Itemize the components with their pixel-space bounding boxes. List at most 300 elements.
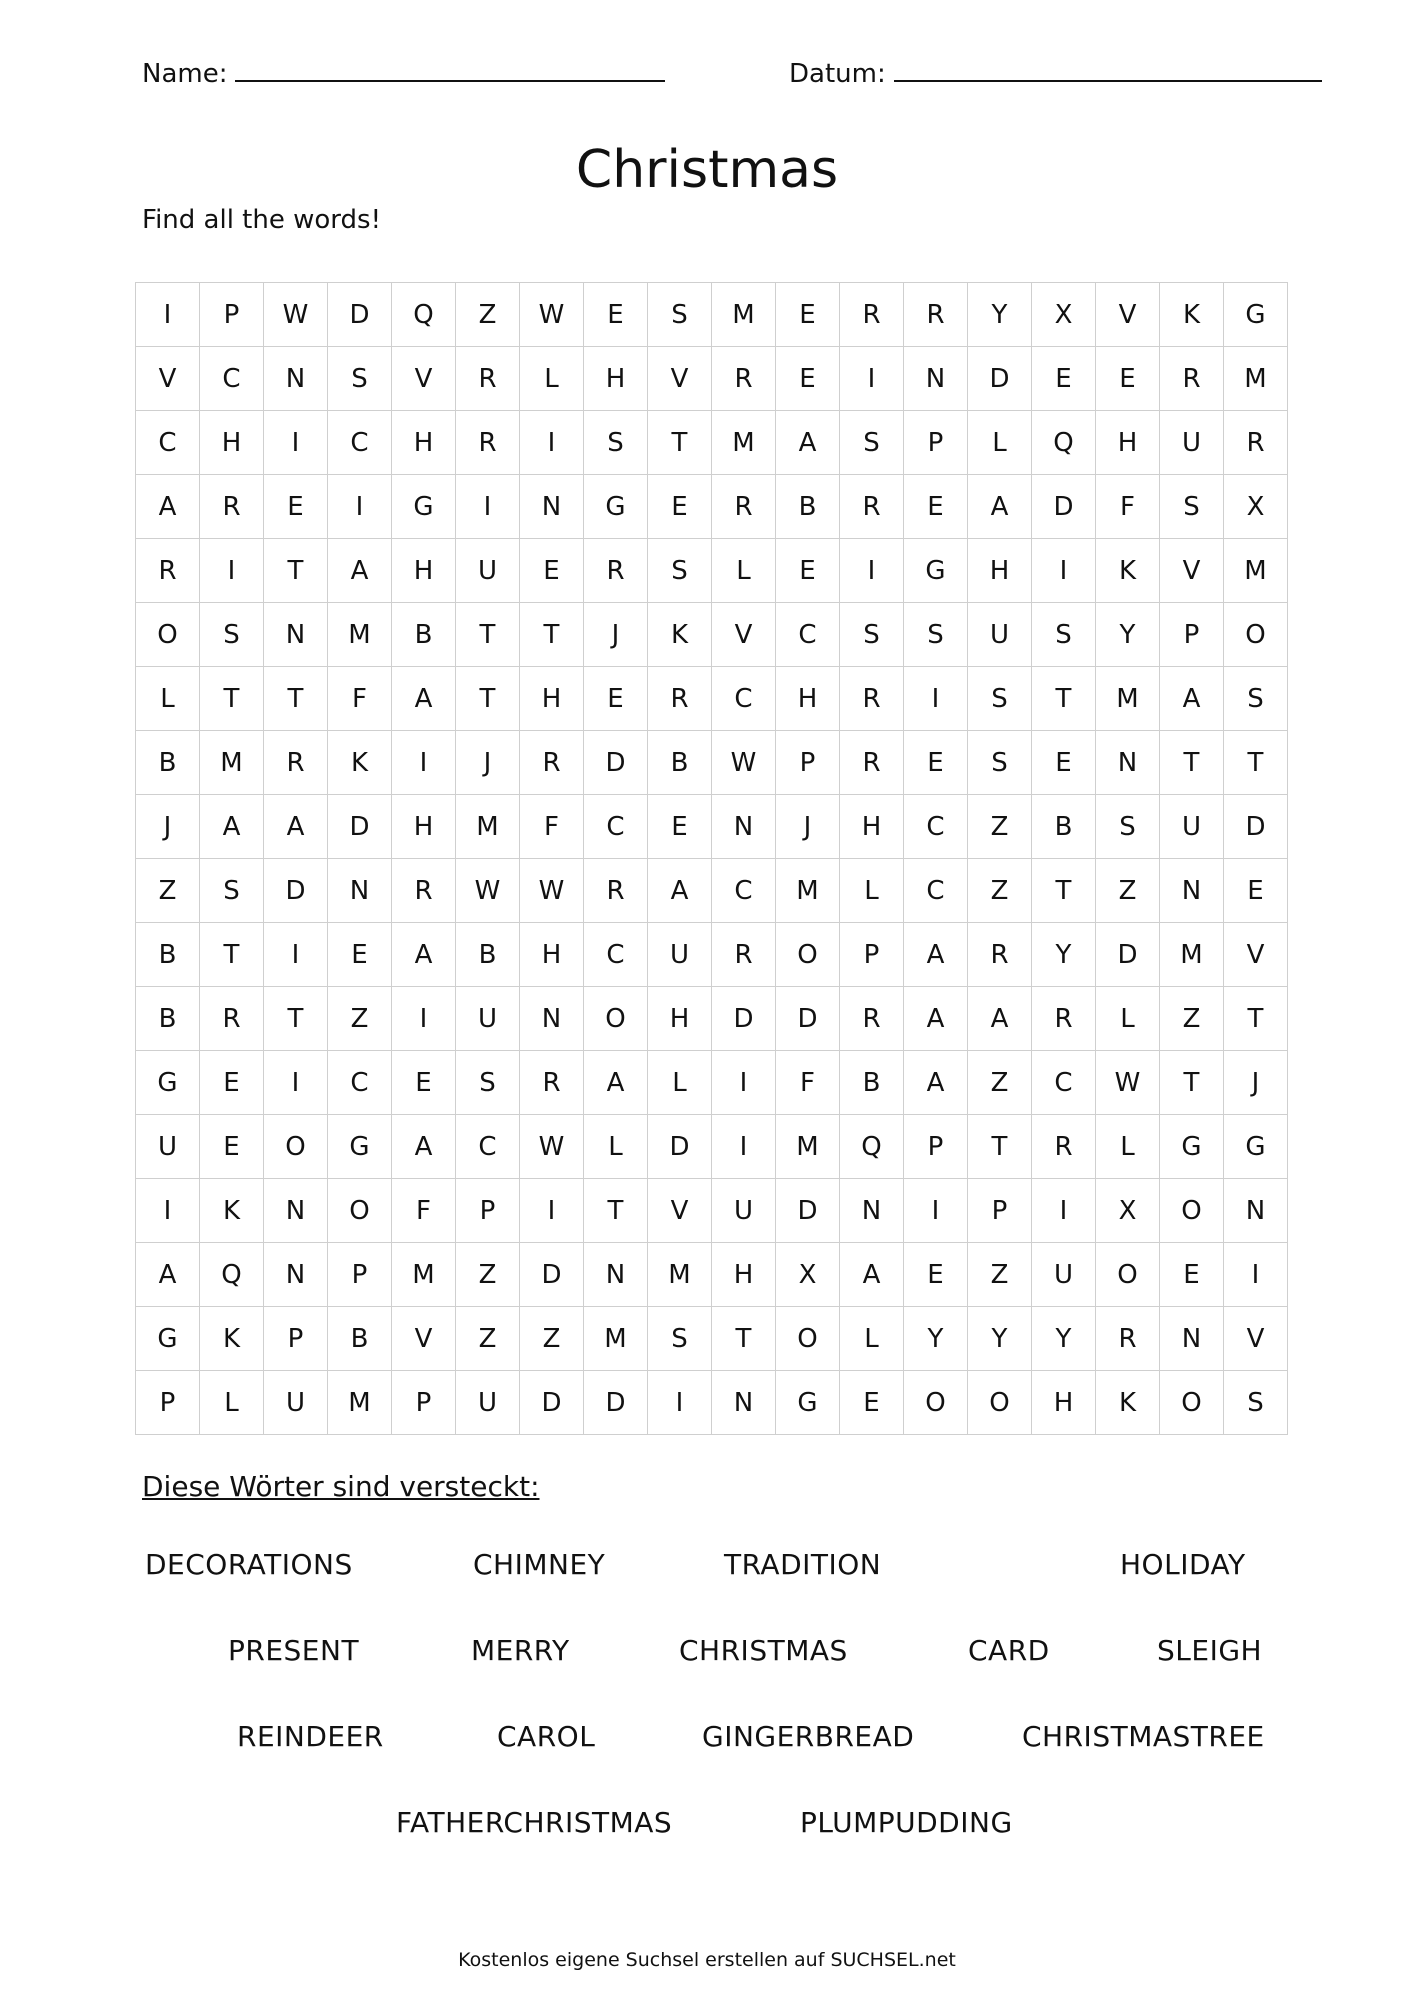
grid-cell[interactable]: A — [392, 1115, 456, 1179]
grid-cell[interactable]: T — [1032, 859, 1096, 923]
grid-cell[interactable]: F — [392, 1179, 456, 1243]
grid-cell[interactable]: T — [200, 667, 264, 731]
grid-cell[interactable]: Y — [968, 1307, 1032, 1371]
grid-cell[interactable]: M — [776, 859, 840, 923]
grid-cell[interactable]: P — [968, 1179, 1032, 1243]
grid-cell[interactable]: P — [456, 1179, 520, 1243]
grid-cell[interactable]: R — [520, 731, 584, 795]
grid-cell[interactable]: L — [1096, 987, 1160, 1051]
grid-cell[interactable]: M — [1224, 347, 1288, 411]
grid-cell[interactable]: V — [1096, 283, 1160, 347]
grid-cell[interactable]: P — [904, 1115, 968, 1179]
grid-cell[interactable]: E — [648, 795, 712, 859]
grid-cell[interactable]: R — [712, 923, 776, 987]
grid-cell[interactable]: F — [328, 667, 392, 731]
grid-cell[interactable]: R — [1032, 987, 1096, 1051]
grid-cell[interactable]: A — [264, 795, 328, 859]
grid-cell[interactable]: B — [136, 923, 200, 987]
grid-cell[interactable]: N — [520, 475, 584, 539]
grid-cell[interactable]: V — [392, 347, 456, 411]
name-field[interactable] — [142, 54, 665, 91]
grid-cell[interactable]: R — [264, 731, 328, 795]
grid-cell[interactable]: Y — [968, 283, 1032, 347]
grid-cell[interactable]: E — [1032, 347, 1096, 411]
grid-cell[interactable]: L — [136, 667, 200, 731]
name-blank-line[interactable] — [235, 54, 665, 82]
grid-cell[interactable]: M — [328, 603, 392, 667]
grid-cell[interactable]: S — [1032, 603, 1096, 667]
grid-cell[interactable]: J — [776, 795, 840, 859]
grid-cell[interactable]: N — [1224, 1179, 1288, 1243]
grid-cell[interactable]: F — [1096, 475, 1160, 539]
grid-cell[interactable]: T — [968, 1115, 1032, 1179]
grid-cell[interactable]: R — [200, 475, 264, 539]
grid-cell[interactable]: Q — [840, 1115, 904, 1179]
grid-cell[interactable]: B — [136, 731, 200, 795]
grid-cell[interactable]: V — [648, 347, 712, 411]
grid-cell[interactable]: E — [392, 1051, 456, 1115]
grid-cell[interactable]: U — [1032, 1243, 1096, 1307]
grid-cell[interactable]: V — [136, 347, 200, 411]
grid-cell[interactable]: U — [456, 987, 520, 1051]
date-field[interactable] — [789, 54, 1322, 91]
grid-cell[interactable]: A — [968, 987, 1032, 1051]
grid-cell[interactable]: M — [1224, 539, 1288, 603]
grid-cell[interactable]: R — [1096, 1307, 1160, 1371]
grid-cell[interactable]: M — [200, 731, 264, 795]
grid-cell[interactable]: E — [776, 539, 840, 603]
grid-cell[interactable]: R — [840, 283, 904, 347]
grid-cell[interactable]: N — [520, 987, 584, 1051]
grid-cell[interactable]: P — [264, 1307, 328, 1371]
grid-cell[interactable]: T — [264, 539, 328, 603]
grid-cell[interactable]: I — [200, 539, 264, 603]
grid-cell[interactable]: W — [264, 283, 328, 347]
grid-cell[interactable]: T — [1224, 731, 1288, 795]
grid-cell[interactable]: G — [584, 475, 648, 539]
grid-cell[interactable]: E — [584, 667, 648, 731]
grid-cell[interactable]: O — [904, 1371, 968, 1435]
grid-cell[interactable]: R — [840, 667, 904, 731]
grid-cell[interactable]: W — [520, 1115, 584, 1179]
grid-cell[interactable]: S — [200, 859, 264, 923]
grid-cell[interactable]: P — [136, 1371, 200, 1435]
grid-cell[interactable]: Z — [1160, 987, 1224, 1051]
grid-cell[interactable]: I — [520, 1179, 584, 1243]
grid-cell[interactable]: V — [1224, 923, 1288, 987]
grid-cell[interactable]: V — [648, 1179, 712, 1243]
grid-cell[interactable]: H — [392, 795, 456, 859]
grid-cell[interactable]: E — [904, 1243, 968, 1307]
grid-cell[interactable]: R — [456, 411, 520, 475]
grid-cell[interactable]: R — [392, 859, 456, 923]
grid-cell[interactable]: R — [840, 987, 904, 1051]
grid-cell[interactable]: P — [328, 1243, 392, 1307]
grid-cell[interactable]: Z — [136, 859, 200, 923]
grid-cell[interactable]: H — [840, 795, 904, 859]
grid-cell[interactable]: D — [776, 1179, 840, 1243]
grid-cell[interactable]: F — [520, 795, 584, 859]
grid-cell[interactable]: T — [1032, 667, 1096, 731]
grid-cell[interactable]: U — [712, 1179, 776, 1243]
grid-cell[interactable]: C — [456, 1115, 520, 1179]
grid-cell[interactable]: G — [904, 539, 968, 603]
grid-cell[interactable]: A — [584, 1051, 648, 1115]
grid-cell[interactable]: T — [520, 603, 584, 667]
grid-cell[interactable]: H — [520, 923, 584, 987]
grid-cell[interactable]: D — [776, 987, 840, 1051]
grid-cell[interactable]: A — [648, 859, 712, 923]
grid-cell[interactable]: N — [584, 1243, 648, 1307]
grid-cell[interactable]: V — [712, 603, 776, 667]
grid-cell[interactable]: R — [648, 667, 712, 731]
grid-cell[interactable]: P — [776, 731, 840, 795]
grid-cell[interactable]: H — [392, 411, 456, 475]
grid-cell[interactable]: X — [1032, 283, 1096, 347]
grid-cell[interactable]: Q — [200, 1243, 264, 1307]
grid-cell[interactable]: P — [904, 411, 968, 475]
grid-cell[interactable]: T — [1160, 1051, 1224, 1115]
grid-cell[interactable]: C — [712, 667, 776, 731]
grid-cell[interactable]: R — [840, 475, 904, 539]
grid-cell[interactable]: Y — [1096, 603, 1160, 667]
grid-cell[interactable]: C — [584, 923, 648, 987]
grid-cell[interactable]: I — [712, 1051, 776, 1115]
grid-cell[interactable]: W — [712, 731, 776, 795]
grid-cell[interactable]: T — [200, 923, 264, 987]
grid-cell[interactable]: E — [1160, 1243, 1224, 1307]
grid-cell[interactable]: A — [392, 667, 456, 731]
grid-cell[interactable]: C — [776, 603, 840, 667]
grid-cell[interactable]: A — [904, 987, 968, 1051]
grid-cell[interactable]: G — [136, 1051, 200, 1115]
grid-cell[interactable]: W — [520, 859, 584, 923]
grid-cell[interactable]: U — [1160, 411, 1224, 475]
grid-cell[interactable]: E — [904, 731, 968, 795]
grid-cell[interactable]: M — [1096, 667, 1160, 731]
grid-cell[interactable]: Y — [1032, 1307, 1096, 1371]
grid-cell[interactable]: D — [1096, 923, 1160, 987]
grid-cell[interactable]: U — [456, 1371, 520, 1435]
grid-cell[interactable]: H — [200, 411, 264, 475]
grid-cell[interactable]: Z — [968, 859, 1032, 923]
grid-cell[interactable]: R — [712, 347, 776, 411]
grid-cell[interactable]: S — [1224, 1371, 1288, 1435]
grid-cell[interactable]: I — [456, 475, 520, 539]
grid-cell[interactable]: O — [136, 603, 200, 667]
grid-cell[interactable]: Z — [968, 1051, 1032, 1115]
grid-cell[interactable]: T — [1224, 987, 1288, 1051]
grid-cell[interactable]: K — [1160, 283, 1224, 347]
grid-cell[interactable]: I — [392, 987, 456, 1051]
grid-cell[interactable]: E — [200, 1115, 264, 1179]
grid-cell[interactable]: Y — [904, 1307, 968, 1371]
grid-cell[interactable]: K — [1096, 1371, 1160, 1435]
grid-cell[interactable]: A — [136, 475, 200, 539]
grid-cell[interactable]: C — [584, 795, 648, 859]
grid-cell[interactable]: I — [1032, 539, 1096, 603]
grid-cell[interactable]: B — [1032, 795, 1096, 859]
grid-cell[interactable]: M — [776, 1115, 840, 1179]
grid-cell[interactable]: K — [1096, 539, 1160, 603]
grid-cell[interactable]: L — [840, 859, 904, 923]
grid-cell[interactable]: N — [264, 1243, 328, 1307]
grid-cell[interactable]: D — [1032, 475, 1096, 539]
grid-cell[interactable]: M — [712, 411, 776, 475]
grid-cell[interactable]: I — [264, 411, 328, 475]
grid-cell[interactable]: S — [584, 411, 648, 475]
grid-cell[interactable]: B — [136, 987, 200, 1051]
grid-cell[interactable]: S — [904, 603, 968, 667]
grid-cell[interactable]: G — [1224, 283, 1288, 347]
grid-cell[interactable]: E — [328, 923, 392, 987]
grid-cell[interactable]: D — [1224, 795, 1288, 859]
grid-cell[interactable]: D — [584, 731, 648, 795]
grid-cell[interactable]: G — [136, 1307, 200, 1371]
grid-cell[interactable]: G — [328, 1115, 392, 1179]
grid-cell[interactable]: W — [520, 283, 584, 347]
grid-cell[interactable]: S — [328, 347, 392, 411]
grid-cell[interactable]: B — [328, 1307, 392, 1371]
grid-cell[interactable]: T — [264, 667, 328, 731]
grid-cell[interactable]: T — [456, 667, 520, 731]
grid-cell[interactable]: U — [968, 603, 1032, 667]
grid-cell[interactable]: C — [328, 411, 392, 475]
grid-cell[interactable]: L — [1096, 1115, 1160, 1179]
grid-cell[interactable]: K — [200, 1179, 264, 1243]
grid-cell[interactable]: C — [200, 347, 264, 411]
grid-cell[interactable]: Z — [456, 1243, 520, 1307]
grid-cell[interactable]: R — [584, 539, 648, 603]
grid-cell[interactable]: O — [1160, 1179, 1224, 1243]
grid-cell[interactable]: N — [840, 1179, 904, 1243]
grid-cell[interactable]: N — [264, 603, 328, 667]
grid-cell[interactable]: Z — [968, 795, 1032, 859]
grid-cell[interactable]: I — [904, 1179, 968, 1243]
grid-cell[interactable]: E — [648, 475, 712, 539]
grid-cell[interactable]: S — [648, 1307, 712, 1371]
grid-cell[interactable]: D — [264, 859, 328, 923]
grid-cell[interactable]: S — [968, 731, 1032, 795]
grid-cell[interactable]: E — [1032, 731, 1096, 795]
grid-cell[interactable]: O — [1160, 1371, 1224, 1435]
grid-cell[interactable]: N — [1160, 859, 1224, 923]
grid-cell[interactable]: U — [1160, 795, 1224, 859]
grid-cell[interactable]: T — [1160, 731, 1224, 795]
grid-cell[interactable]: T — [456, 603, 520, 667]
grid-cell[interactable]: D — [520, 1243, 584, 1307]
grid-cell[interactable]: U — [136, 1115, 200, 1179]
grid-cell[interactable]: E — [200, 1051, 264, 1115]
grid-cell[interactable]: T — [584, 1179, 648, 1243]
grid-cell[interactable]: X — [776, 1243, 840, 1307]
grid-cell[interactable]: E — [776, 347, 840, 411]
grid-cell[interactable]: T — [712, 1307, 776, 1371]
grid-cell[interactable]: D — [712, 987, 776, 1051]
grid-cell[interactable]: I — [328, 475, 392, 539]
grid-cell[interactable]: C — [328, 1051, 392, 1115]
grid-cell[interactable]: Z — [328, 987, 392, 1051]
grid-cell[interactable]: Z — [1096, 859, 1160, 923]
grid-cell[interactable]: Z — [968, 1243, 1032, 1307]
grid-cell[interactable]: H — [1032, 1371, 1096, 1435]
grid-cell[interactable]: A — [136, 1243, 200, 1307]
grid-cell[interactable]: L — [712, 539, 776, 603]
grid-cell[interactable]: B — [456, 923, 520, 987]
grid-cell[interactable]: I — [840, 539, 904, 603]
grid-cell[interactable]: H — [648, 987, 712, 1051]
grid-cell[interactable]: P — [1160, 603, 1224, 667]
grid-cell[interactable]: A — [968, 475, 1032, 539]
grid-cell[interactable]: S — [1224, 667, 1288, 731]
grid-cell[interactable]: N — [1096, 731, 1160, 795]
grid-cell[interactable]: K — [648, 603, 712, 667]
grid-cell[interactable]: S — [840, 411, 904, 475]
grid-cell[interactable]: I — [648, 1371, 712, 1435]
grid-cell[interactable]: E — [520, 539, 584, 603]
grid-cell[interactable]: S — [840, 603, 904, 667]
grid-cell[interactable]: I — [712, 1115, 776, 1179]
grid-cell[interactable]: I — [392, 731, 456, 795]
grid-cell[interactable]: N — [712, 1371, 776, 1435]
grid-cell[interactable]: Z — [456, 1307, 520, 1371]
grid-cell[interactable]: R — [840, 731, 904, 795]
grid-cell[interactable]: R — [136, 539, 200, 603]
grid-cell[interactable]: D — [328, 283, 392, 347]
grid-cell[interactable]: N — [712, 795, 776, 859]
grid-cell[interactable]: D — [648, 1115, 712, 1179]
grid-cell[interactable]: E — [904, 475, 968, 539]
grid-cell[interactable]: N — [264, 1179, 328, 1243]
grid-cell[interactable]: C — [136, 411, 200, 475]
grid-cell[interactable]: O — [776, 1307, 840, 1371]
grid-cell[interactable]: O — [1224, 603, 1288, 667]
grid-cell[interactable]: R — [520, 1051, 584, 1115]
grid-cell[interactable]: H — [520, 667, 584, 731]
grid-cell[interactable]: M — [456, 795, 520, 859]
grid-cell[interactable]: A — [328, 539, 392, 603]
grid-cell[interactable]: W — [1096, 1051, 1160, 1115]
grid-cell[interactable]: O — [328, 1179, 392, 1243]
grid-cell[interactable]: C — [904, 795, 968, 859]
grid-cell[interactable]: P — [200, 283, 264, 347]
grid-cell[interactable]: E — [840, 1371, 904, 1435]
grid-cell[interactable]: K — [328, 731, 392, 795]
grid-cell[interactable]: N — [328, 859, 392, 923]
grid-cell[interactable]: Q — [1032, 411, 1096, 475]
grid-cell[interactable]: N — [904, 347, 968, 411]
grid-cell[interactable]: M — [648, 1243, 712, 1307]
grid-cell[interactable]: Z — [520, 1307, 584, 1371]
grid-cell[interactable]: M — [328, 1371, 392, 1435]
grid-cell[interactable]: B — [776, 475, 840, 539]
grid-cell[interactable]: H — [968, 539, 1032, 603]
grid-cell[interactable]: D — [584, 1371, 648, 1435]
grid-cell[interactable]: R — [904, 283, 968, 347]
grid-cell[interactable]: E — [776, 283, 840, 347]
grid-cell[interactable]: I — [264, 1051, 328, 1115]
grid-cell[interactable]: R — [456, 347, 520, 411]
grid-cell[interactable]: M — [392, 1243, 456, 1307]
grid-cell[interactable]: X — [1224, 475, 1288, 539]
grid-cell[interactable]: G — [776, 1371, 840, 1435]
grid-cell[interactable]: B — [840, 1051, 904, 1115]
grid-cell[interactable]: Q — [392, 283, 456, 347]
grid-cell[interactable]: B — [392, 603, 456, 667]
grid-cell[interactable]: S — [1096, 795, 1160, 859]
grid-cell[interactable]: S — [648, 539, 712, 603]
grid-cell[interactable]: O — [584, 987, 648, 1051]
grid-cell[interactable]: O — [264, 1115, 328, 1179]
grid-cell[interactable]: I — [840, 347, 904, 411]
grid-cell[interactable]: I — [1224, 1243, 1288, 1307]
grid-cell[interactable]: M — [712, 283, 776, 347]
grid-cell[interactable]: U — [648, 923, 712, 987]
grid-cell[interactable]: C — [904, 859, 968, 923]
grid-cell[interactable]: H — [584, 347, 648, 411]
grid-cell[interactable]: U — [456, 539, 520, 603]
grid-cell[interactable]: I — [1032, 1179, 1096, 1243]
grid-cell[interactable]: D — [968, 347, 1032, 411]
grid-cell[interactable]: M — [584, 1307, 648, 1371]
grid-cell[interactable]: C — [712, 859, 776, 923]
grid-cell[interactable]: E — [264, 475, 328, 539]
grid-cell[interactable]: R — [1224, 411, 1288, 475]
grid-cell[interactable]: Z — [456, 283, 520, 347]
grid-cell[interactable]: O — [1096, 1243, 1160, 1307]
grid-cell[interactable]: F — [776, 1051, 840, 1115]
grid-cell[interactable]: S — [200, 603, 264, 667]
grid-cell[interactable]: J — [1224, 1051, 1288, 1115]
grid-cell[interactable]: O — [776, 923, 840, 987]
grid-cell[interactable]: A — [904, 923, 968, 987]
grid-cell[interactable]: L — [520, 347, 584, 411]
grid-cell[interactable]: A — [1160, 667, 1224, 731]
grid-cell[interactable]: T — [648, 411, 712, 475]
grid-cell[interactable]: P — [392, 1371, 456, 1435]
grid-cell[interactable]: Y — [1032, 923, 1096, 987]
grid-cell[interactable]: J — [456, 731, 520, 795]
grid-cell[interactable]: K — [200, 1307, 264, 1371]
grid-cell[interactable]: A — [200, 795, 264, 859]
grid-cell[interactable]: I — [264, 923, 328, 987]
grid-cell[interactable]: H — [1096, 411, 1160, 475]
grid-cell[interactable]: S — [648, 283, 712, 347]
grid-cell[interactable]: V — [1160, 539, 1224, 603]
grid-cell[interactable]: U — [264, 1371, 328, 1435]
grid-cell[interactable]: V — [1224, 1307, 1288, 1371]
grid-cell[interactable]: O — [968, 1371, 1032, 1435]
grid-cell[interactable]: I — [904, 667, 968, 731]
grid-cell[interactable]: L — [648, 1051, 712, 1115]
grid-cell[interactable]: R — [584, 859, 648, 923]
grid-cell[interactable]: N — [264, 347, 328, 411]
grid-cell[interactable]: G — [392, 475, 456, 539]
grid-cell[interactable]: J — [584, 603, 648, 667]
grid-cell[interactable]: B — [648, 731, 712, 795]
grid-cell[interactable]: T — [264, 987, 328, 1051]
grid-cell[interactable]: A — [776, 411, 840, 475]
grid-cell[interactable]: A — [904, 1051, 968, 1115]
date-blank-line[interactable] — [894, 54, 1322, 82]
grid-cell[interactable]: R — [1032, 1115, 1096, 1179]
grid-cell[interactable]: D — [328, 795, 392, 859]
grid-cell[interactable]: D — [520, 1371, 584, 1435]
grid-cell[interactable]: H — [776, 667, 840, 731]
grid-cell[interactable]: S — [1160, 475, 1224, 539]
grid-cell[interactable]: P — [840, 923, 904, 987]
grid-cell[interactable]: C — [1032, 1051, 1096, 1115]
